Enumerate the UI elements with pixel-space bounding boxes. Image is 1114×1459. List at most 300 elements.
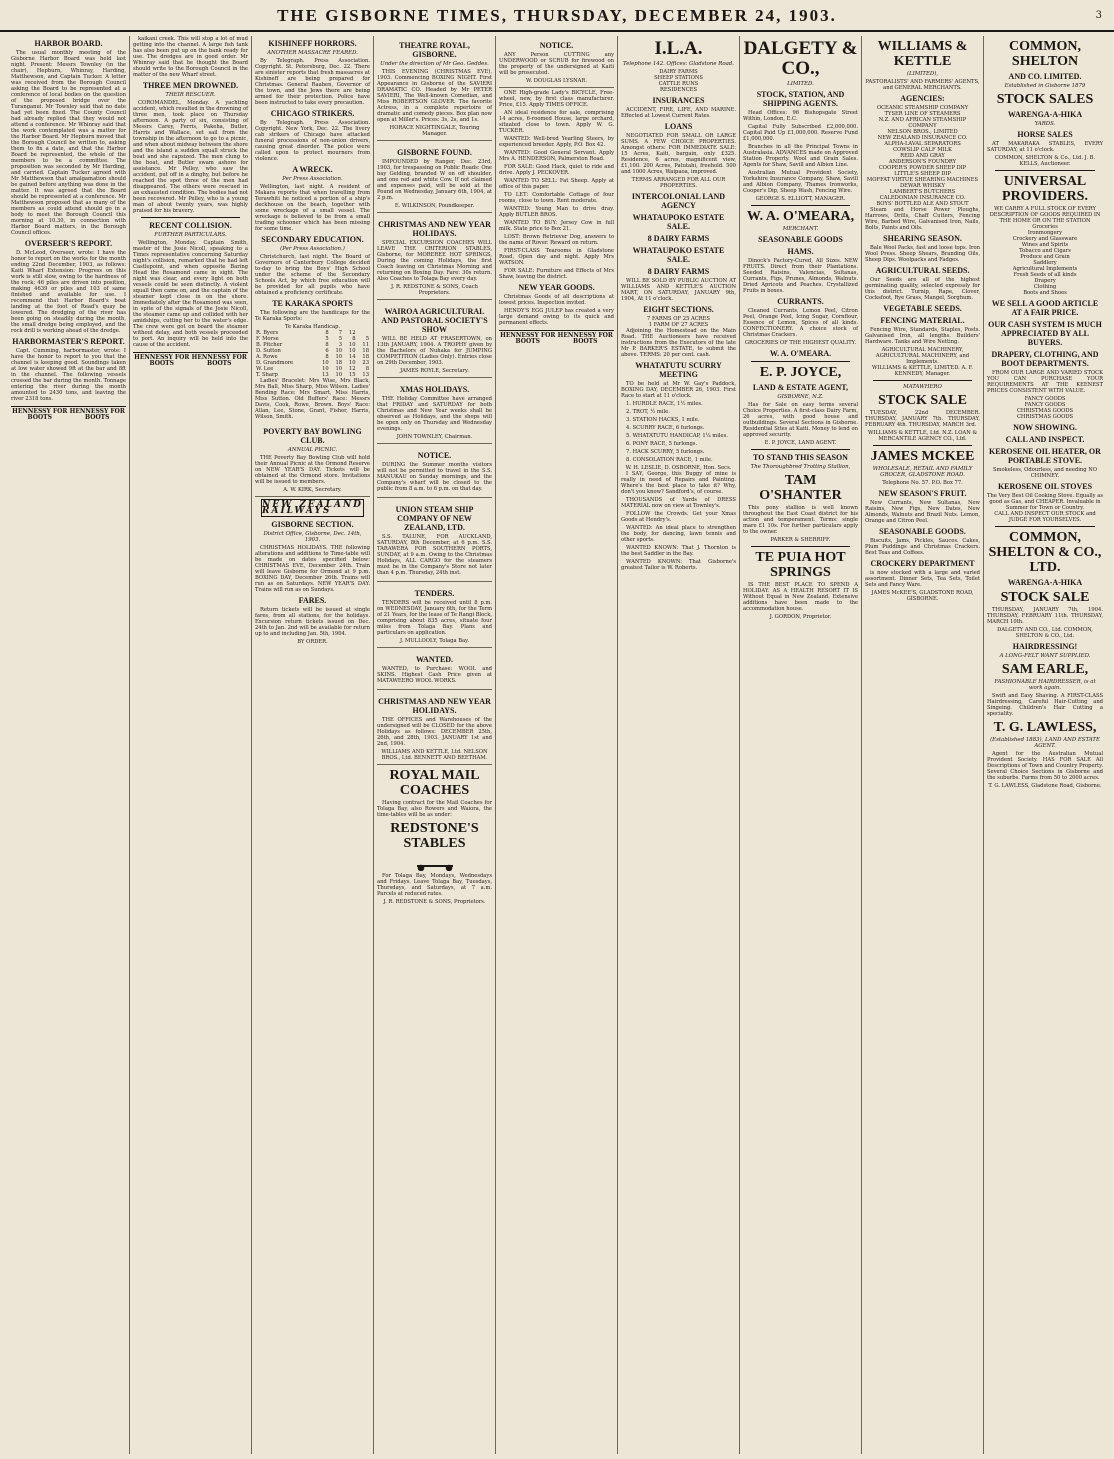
classified-item: LOST: Brown Retriever Dog, answers to the name of Rover. Reward on return. xyxy=(499,234,614,246)
race-event: 4. SCURRY RACE, 6 furlongs. xyxy=(626,425,705,431)
notice-heading: NOTICE. xyxy=(417,451,452,460)
universal-providers-heading: UNIVERSAL PROVIDERS. xyxy=(1002,174,1088,204)
ila-service-line: RESIDENCES xyxy=(659,87,698,93)
agency-item: COOPER'S POWDER SHEEP DIP xyxy=(878,165,967,171)
mckee-heading: JAMES MCKEE xyxy=(870,449,975,464)
railways-heading: GISBORNE SECTION. xyxy=(271,520,354,529)
warenga-label: WARENGA-A-HIKA xyxy=(1007,578,1083,587)
agency-list xyxy=(865,105,980,207)
bowling-club-ad xyxy=(255,422,370,497)
handicap-value: 11 xyxy=(362,342,369,348)
ila-heading: I.L.A. xyxy=(654,38,703,59)
bowling-subheading: ANNUAL PICNIC. xyxy=(287,447,338,453)
goods-list xyxy=(987,224,1103,296)
race-event: 6. PONY RACE, 5 furlongs. xyxy=(626,441,698,447)
railways-subheading: District Office, Gisborne, Dec. 14th, 1903. xyxy=(263,531,362,543)
handicap-value: 12 xyxy=(348,330,356,336)
theatre-signature: HORACE NIGHTINGALE, Touring Manager. xyxy=(389,125,480,137)
egg-julep-text: HENDY'S EGG JULEP has created a very large demand owing to its quick and permanent effects. xyxy=(499,308,614,326)
joyce-town: GISBORNE, N.Z. xyxy=(777,394,824,400)
earle-heading: SAM EARLE, xyxy=(1001,662,1089,677)
collision-article: Wellington, Monday. Captain Smith, master of the Josie Nicoll, speaking to a Times representative concerning Saturday night's collision, remarked that he had left Castlepoint, and when opposite Baring Head the Rosamond came in sight. The night was clear, and every light on both vessels could be seen distinctly. A violent squall then came on, and the captain of the steamer kept close in on the shore. Immediately after the Rosamond was seen, in spite of the signals of the Josie Nicoll, the steamer came up and collided with her amidships, cutting her to the water's edge. The crew were got on board the steamer without delay, and both vessels proceeded to port. An inquiry will be held into the cause of the accident. xyxy=(133,240,248,348)
fencing-text: Fencing Wire, Standards, Staples, Posts. Galvanised Iron, all lengths. Builders' Hardware. Tanks and Wire Netting. xyxy=(865,327,980,345)
judge-line: CALL AND INSPECT OUR STOCK and JUDGE FOR YOURSELVES. xyxy=(994,511,1096,523)
divider xyxy=(873,380,972,381)
wanted-ad-2: WANTED: An ideal place to strengthen the body, for dancing, lawn tennis and other sports. xyxy=(621,525,736,543)
cash-system-line: OUR CASH SYSTEM IS MUCH APPRECIATED BY ALL BUYERS. xyxy=(988,320,1102,347)
agency-item: BOYS' BOTTLED ALE AND STOUT xyxy=(876,201,969,207)
education-heading: SECONDARY EDUCATION. xyxy=(261,235,364,244)
goods-item: Groceries xyxy=(1032,224,1058,230)
common-shelton-2-heading: COMMON, SHELTON & CO., LTD. xyxy=(988,530,1102,575)
handicap-value: 5 xyxy=(325,336,329,342)
divider xyxy=(751,449,850,450)
dalgety-signature: GEORGE S. ELLIOTT, MANAGER. xyxy=(755,196,846,202)
hennessy-ad-left: HENNESSY FOR BOOTS xyxy=(12,408,68,421)
handicap-value: 5 xyxy=(338,336,343,342)
stallion-heading: TO STAND THIS SEASON xyxy=(753,453,848,462)
common-shelton-heading: COMMON, SHELTON xyxy=(1009,39,1081,69)
goods-item: Tobacco and Cigars xyxy=(1019,248,1071,254)
union-heading: UNION STEAM SHIP COMPANY OF NEW ZEALAND, LTD. xyxy=(395,505,474,532)
handicap-value: 10 xyxy=(322,366,329,372)
handicap-value: 8 xyxy=(352,336,356,342)
coach-illustration xyxy=(411,853,459,871)
column-3 xyxy=(252,36,374,1454)
sports-heading: TE KARAKA SPORTS xyxy=(272,299,353,308)
agency-item: NELSON BROS., LIMITED xyxy=(887,129,958,135)
sports-intro: The following are the handicaps for the Te Karaka Sports: xyxy=(255,310,370,322)
universal-text: WE CARRY A FULL STOCK OF EVERY DESCRIPTION OF GOODS REQUIRED IN THE HOME OR ON THE STATION xyxy=(989,206,1101,224)
wairoa-text: WILL BE HELD AT FRASERTOWN, on 13th JANUARY, 1904. A TROPHY given by the Bachelors of Nuhaka for JUMPING COMPETITION (Ladies Only). Entries close on 29th December, 1903. xyxy=(377,336,492,366)
goods-item: Clothing xyxy=(1033,284,1057,290)
theatre-subheading: Under the direction of Mr Geo. Geddes. xyxy=(380,61,489,67)
wanted-text: WANTED, to Purchase: WOOL and SKINS. Highest Cash Price given at MATAWEERO WOOL WORKS. xyxy=(377,666,492,684)
agency-item: CALEDONIAN INSURANCE CO. xyxy=(879,195,966,201)
newspaper-title: THE GISBORNE TIMES, THURSDAY, DECEMBER 24, 1903. xyxy=(277,6,837,25)
fancy-goods-item: FANCY GOODS xyxy=(1024,402,1066,408)
union-text: S.S. TALUNE, FOR AUCKLAND, SATURDAY, 8th December, at 6 p.m. S.S. TARAWERA FOR SOUTHERN PORTS, SUNDAY, at 9 a.m. Owing to the Christmas Holidays, ALL CARGO for the steamers must be in the Company's Store not later than 4 p.m. Thursday, 24th inst. xyxy=(377,534,492,576)
estate-more-text: Adjoining the Homestead on the Main Road. THE Auctioneers have received instructions from the Executors of the late Mr P. BARKER'S ESTATE, to submit the above. TERMS: 20 per cent. cash. xyxy=(621,328,736,358)
ila-service-line: SHEEP STATIONS xyxy=(654,75,703,81)
divider xyxy=(995,526,1095,527)
earle-text: Swift and Easy Shaving. A FIRST-CLASS Hairdressing, Careful Hair-Cutting and Singeing. Children's Hair Cutting a speciality. xyxy=(987,693,1103,717)
handicap-value: 10 xyxy=(322,360,329,366)
handicap-table xyxy=(255,330,370,378)
office-heading: CHRISTMAS AND NEW YEAR HOLIDAYS. xyxy=(378,697,491,715)
excursion-heading: CHRISTMAS AND NEW YEAR HOLIDAYS. xyxy=(378,220,491,238)
office-closing-ad xyxy=(377,692,492,765)
scrub-notice-heading: NOTICE. xyxy=(539,41,574,50)
joyce-subheading: LAND & ESTATE AGENT, xyxy=(752,383,849,392)
drowned-article: COROMANDEL, Monday. A yachting accident, which resulted in the drowning of three men, took place on Thursday afternoon. A party of six, consisting of Messrs Carey, Ferris, Pakeha, Butler, Harris and Wallace, set sail from the township in the afternoon to go to a picnic, and when about midway between the shore and the island a sudden squall struck the boat and she capsized. The men clung to the boat, and Butler swam ashore for assistance. Mr Pelley, who saw the accident, put off in a dinghy, but before he reached the spot three of the men had disappeared. The others were rescued in an exhausted condition. The bodies had not been recovered. Mr Pelley, who is a young man of about twenty years, was highly praised for his bravery. xyxy=(133,100,248,214)
lawless-text: Agent for the Australian Mutual Provident Society. HAS FOR SALE All Descriptions of Town and Country Property. Several Choice Sections in Gisborne and the suburbs. Farms from 50 to 2000 acres. xyxy=(987,751,1103,781)
drowned-subheading: THEIR RESCUER. xyxy=(165,92,216,98)
hams-heading: HAMS. xyxy=(787,247,814,256)
seeds-text: Our Seeds are all of the highest germinating quality, selected expressly for this district. Turnip, Rape, Clover, Cocksfoot, Rye Grass, Mangel, Sorghum. xyxy=(865,277,980,301)
tenders-signature: J. MULLOOLY, Tolaga Bay. xyxy=(399,638,469,644)
hennessy-footer xyxy=(11,406,126,421)
insurance-text: ACCIDENT, FIRE, LIFE, AND MARINE. Effected at Lowest Current Rates. xyxy=(621,107,736,119)
goods-item: Produce and Grain xyxy=(1020,254,1070,260)
race-title: Te Karaka Handicap. xyxy=(284,324,341,330)
competitor-name: R. Byers xyxy=(256,330,279,336)
bowling-heading: POVERTY BAY BOWLING CLUB. xyxy=(263,427,362,445)
handicap-value: 8 xyxy=(365,366,369,372)
omeara-heading: W. A. O'MEARA, xyxy=(746,209,855,224)
harbormaster-report-article: Capt. Cumming, harbormaster, wrote: I have the honor to report to you that the channel is keeping good. Soundings taken at low water showed 9ft at the bar and 8ft in the channel. The following vessels crossed the bar during the month. Tonnage entering the river during the month amounted to 2430 tons, and leaving the river 2318 tons. xyxy=(11,348,126,402)
harbormaster-report-heading: HARBORMASTER'S REPORT. xyxy=(12,337,125,346)
column-2 xyxy=(130,36,252,1454)
lawless-signature: T. G. LAWLESS, Gladstone Road, Gisborne. xyxy=(988,783,1102,789)
dalgety-services: STOCK, STATION, AND SHIPPING AGENTS. xyxy=(756,90,845,108)
wairoa-heading: WAIROA AGRICULTURAL AND PASTORAL SOCIETY'S SHOW xyxy=(381,307,488,334)
classified-item: WANTED: Young Man to drive dray. Apply BUTLER BROS. xyxy=(499,206,614,218)
agency-item: MOFFAT VIRTUE SHEARING MACHINES xyxy=(866,177,979,183)
excursion-signature: J. R. REDSTONE & SONS, Coach Proprietors. xyxy=(391,284,478,296)
competitor-name: A. Rowe xyxy=(256,354,278,360)
xmas-text: THE Holiday Committee have arranged that FRIDAY and SATURDAY for both Christmas and New Year weeks shall be observed as Holidays, and the shops will be open only on Thursday and Wednesday evenings. xyxy=(377,396,492,432)
masthead xyxy=(0,0,1114,32)
estate-text: WILL BE SOLD BY PUBLIC AUCTION AT WILLIAMS AND KETTLE'S AUCTION MART, ON SATURDAY, JANUARY 9th, 1904, At 11 o'clock. xyxy=(621,278,736,302)
common-shelton-signature: COMMON, SHELTON & Co., Ltd. J. B. KELLS, Auctioneer. xyxy=(994,155,1096,167)
hairdressing-heading: HAIRDRESSING! xyxy=(1012,642,1078,651)
stock-sale-2-signature: DALGETY AND CO., Ltd. COMMON, SHELTON & CO., Ltd. xyxy=(997,627,1093,639)
ila-list xyxy=(621,69,736,93)
kishineff-subheading: ANOTHER MASSACRE FEARED. xyxy=(267,50,358,56)
divider xyxy=(751,546,850,547)
handicap-value: 13 xyxy=(322,372,329,378)
handicap-value: 10 xyxy=(348,360,356,366)
railways-logo: NEW ZEALAND RAILWAYS xyxy=(262,500,363,516)
goods-item: Boots and Shoes xyxy=(1023,290,1067,296)
education-subheading: (Per Press Association.) xyxy=(280,246,345,252)
insurance-heading: INSURANCES xyxy=(652,96,705,105)
collision-subheading: FURTHER PARTICULARS. xyxy=(154,232,227,238)
loans-heading: LOANS xyxy=(664,122,693,131)
williams-kettle-signature: WILLIAMS & KETTLE, LIMITED. A. F. KENNEDY, Manager. xyxy=(872,365,973,377)
railways-text: CHRISTMAS HOLIDAYS. THE following alterations and additions to Time-table will be made on dates specified below: CHRISTMAS EVE, December 24th. Train will leave Gisborne for Ormond at 9 p.m. BOXING DAY, December 26th. Trains will run as on Saturdays. NEW YEAR'S DAY. Trains will run as on Sundays. xyxy=(255,545,370,593)
xmas-holidays-notice xyxy=(377,380,492,444)
divider xyxy=(141,217,240,218)
currants-heading: CURRANTS. xyxy=(777,297,824,306)
crockery-text: is now stocked with a large and varied assortment. Dinner Sets, Tea Sets, Toilet Sets and Fancy Ware. xyxy=(865,570,980,588)
competitor-name: T. Sharp xyxy=(256,372,278,378)
office-text: THE OFFICES and Warehouses of the undersigned will be CLOSED for the above Holidays as follows: DECEMBER 25th, 26th, and 28th, 1903. JANUARY 1st and 2nd, 1904. xyxy=(377,717,492,747)
stock-sale-2-heading: STOCK SALE xyxy=(1000,590,1090,605)
established-line: Established in Gisborne 1879 xyxy=(1004,83,1086,89)
omeara-signature: W. A. O'MEARA. xyxy=(769,349,832,358)
tenders-heading: TENDERS. xyxy=(414,589,455,598)
goods-item: Drapery xyxy=(1034,278,1056,284)
fares-text: Return tickets will be issued at single fares, from all stations, for the holidays. Excursion return tickets issued on Dec. 24th to Jan. 2nd will be available for return up to and including Jan. 5th, 1904. xyxy=(255,607,370,637)
farm-line: 7 FARMS OF 25 ACRES xyxy=(647,316,710,322)
pound-text: IMPOUNDED by Ranger, Dec. 23rd, 1903, for trespassing on Public Roads: One bay Gelding, branded W on off shoulder, and one red and white Cow. If not claimed and expenses paid, will be sold at the Pound on Wednesday, January 6th, 1904, at 2 p.m. xyxy=(377,159,492,201)
kerosene-heading: KEROSENE OIL HEATER, OR PORTABLE STOVE. xyxy=(989,447,1101,465)
classified-item: WANTED: Good General Servant. Apply Mrs A. HENDERSON, Palmerston Road. xyxy=(499,150,614,162)
fruit-heading: NEW SEASON'S FRUIT. xyxy=(878,489,967,498)
goods-item: Fresh Seeds of all kinds xyxy=(1013,272,1077,278)
handicap-value: 3 xyxy=(338,342,343,348)
omeara-subheading: MERCHANT. xyxy=(782,226,819,232)
classified-item: FOR SALE: Good Hack, quiet to ride and drive. Apply J. PECKOVER. xyxy=(499,164,614,176)
competitor-name: B. Pitcher xyxy=(256,342,283,348)
fencing-heading: FENCING MATERIAL. xyxy=(880,316,965,325)
vegetable-seeds-heading: VEGETABLE SEEDS. xyxy=(883,304,962,313)
agency-item: OCEANIC STEAMSHIP COMPANY xyxy=(876,105,969,111)
handicap-value: 8 xyxy=(325,354,329,360)
lawless-sub: (Established 1883), LAND AND ESTATE AGENT. xyxy=(990,737,1100,749)
pound-notice xyxy=(377,143,492,213)
horse-text: This pony stallion is well known throughout the East Coast district for his action and temperament. Terms: single mare £1 10s. For further particulars apply to the owner. xyxy=(743,505,858,535)
stoves-heading: KEROSENE OIL STOVES xyxy=(997,482,1093,491)
divider xyxy=(751,361,850,362)
agency-item: NEW ZEALAND INSURANCE CO. xyxy=(877,135,968,141)
xmas-heading: XMAS HOLIDAYS. xyxy=(399,385,470,394)
dalgety-text: Branches in all the Principal Towns in Australasia. ADVANCES made on Approved Station Property. Wool and Grain Sales. Agents for Shaw, Savill and Albion Line. xyxy=(743,144,858,168)
handicap-value: 12 xyxy=(348,366,356,372)
handicap-value: 10 xyxy=(348,342,356,348)
handicap-value: 13 xyxy=(362,372,369,378)
scrub-notice-text: ANY Person CUTTING any UNDERWOOD or SCRUB for firewood on the property of the undersigned at Kaiti will be prosecuted. xyxy=(499,52,614,76)
groceries-line: GROCERIES OF THE HIGHEST QUALITY. xyxy=(744,340,857,346)
fancy-goods-item: CHRISTMAS GOODS xyxy=(1016,414,1074,420)
classified-item: FOR SALE: Furniture and Effects of Mrs Shaw, leaving the district. xyxy=(499,268,614,280)
pound-signature: E. WILKINSON, Poundkeeper. xyxy=(394,203,475,209)
wanted-heading: WANTED. xyxy=(415,655,454,664)
competitor-name: D. Grandmore xyxy=(256,360,294,366)
wanted-ad-3: WANTED KNOWN: That J. Thornton is the best Saddler in the Bay. xyxy=(621,545,736,557)
race-event: 2. TROT, ½ mile. xyxy=(626,409,670,415)
common-shelton-sub: AND CO. LIMITED. xyxy=(1008,72,1082,81)
divider xyxy=(995,170,1095,171)
stables-text: For Tolaga Bay, Mondays, Wednesdays and Fridays. Leave Tolaga Bay, Tuesdays, Thursdays, and Saturdays, at 7 a.m. Parcels at reduced rates. xyxy=(377,873,492,897)
excursion-text: SPECIAL EXCURSION COACHES WILL LEAVE THE CRITERION STABLES, Gisborne, for MOREREE HOT SPRINGS, During the coming Holidays, the first Coach leaving on Christmas Morning and returning on Boxing Day. Fare: 30s return. Also Coaches to Tolaga Bay every day. xyxy=(377,240,492,282)
handicap-value: 15 xyxy=(348,372,356,378)
competitor-name: D. Sutton xyxy=(256,348,281,354)
agency-name: INTERCOLONIAL LAND AGENCY xyxy=(631,192,726,210)
handicap-value: 10 xyxy=(348,348,356,354)
harbor-board-continued: kaikani creek. This will stop a lot of mud getting into the channel. A large fish tank has also been put up on the bank ready for use. The dredges are in good order. Mr Whinray said that he thought the Board should write to the Borough Council in the matter of the new Wharf street. xyxy=(133,36,248,78)
seeds-heading: AGRICULTURAL SEEDS. xyxy=(875,266,970,275)
drapery-text: FROM OUR LARGE AND VARIED STOCK YOU CAN PURCHASE YOUR REQUIREMENTS AT THE KEENEST PRICES CONSISTENT WITH VALUE. xyxy=(987,370,1103,394)
estate-heading-2: WHATAUPOKO ESTATE SALE. xyxy=(632,246,725,264)
wreck-article: Wellington, last night. A resident of Makara reports that when travelling from Terawhiti he noticed a portion of a ship's deckhouse on the beach, together with some wreckage of a small vessel. The wreckage is believed to be from a small trading schooner which has been missing for some time. xyxy=(255,184,370,232)
excursion-coaches-ad xyxy=(377,215,492,300)
handicap-value: 10 xyxy=(335,348,343,354)
farm-list xyxy=(621,316,736,328)
handicap-value: 10 xyxy=(335,366,343,372)
handicap-value: 7 xyxy=(338,330,343,336)
handicap-value: 10 xyxy=(335,354,343,360)
wanted-wool-ad xyxy=(377,650,492,690)
hennessy-ad-right: HENNESSY FOR BOOTS xyxy=(191,354,247,367)
springs-heading: TE PUIA HOT SPRINGS xyxy=(755,550,846,580)
union-steam-ad xyxy=(377,500,492,582)
xmas-signature: JOHN TOWNLEY, Chairman. xyxy=(396,434,473,440)
williams-kettle-heading: WILLIAMS & KETTLE xyxy=(877,39,968,69)
hennessy-ad-right: HENNESSY FOR BOOTS xyxy=(69,408,125,421)
column-4 xyxy=(374,36,496,1454)
competitor-name: F. Morse xyxy=(256,336,279,342)
agency-item: REID AND GRAY xyxy=(900,153,945,159)
bowling-signature: A. W. KIRK, Secretary. xyxy=(283,487,342,493)
column-1 xyxy=(8,36,130,1454)
strikers-article: By Telegraph. Press Association. Copyright. New York, Dec. 22. The livery cab strikers of Chicago have attacked funeral processions of non-union drivers, causing great disorder. The police were called upon to protect mourners from violence. xyxy=(255,120,370,162)
matawhero-label: MATAWHERO xyxy=(903,384,942,390)
agency-item: N.Z. AND AFRICAN STEAMSHIP COMPANY xyxy=(878,117,967,129)
dalgety-heading: DALGETY & CO., xyxy=(743,38,858,79)
theatre-heading: THEATRE ROYAL, GISBORNE. xyxy=(399,41,470,59)
crowds-ad: FOLLOW the Crowds. Get your Xmas Goods at Hendry's. xyxy=(621,511,736,523)
mckee-telephone: Telephone No. 57. P.O. Box 77. xyxy=(882,480,963,486)
horse-sales-heading: HORSE SALES xyxy=(1017,130,1073,139)
wanted-ad-4: WANTED KNOWN: That Gisborne's greatest Tailor is W. Roberts. xyxy=(621,559,736,571)
mckee-subheading: WHOLESALE, RETAIL AND FAMILY GROCER, GLADSTONE ROAD. xyxy=(872,466,973,478)
seasonable-heading: SEASONABLE GOODS. xyxy=(879,527,966,536)
mail-coaches-text: Having contract for the Mail Coaches for Tolaga Bay, also Rowers and Waiora, the time-tables will be as under: xyxy=(377,800,492,818)
stables-heading: REDSTONE'S STABLES xyxy=(390,821,479,851)
hennessy-ad-left: HENNESSY FOR BOOTS xyxy=(134,354,190,367)
race-event: 5. WHATATUTU HANDICAP, 1¼ miles. xyxy=(626,433,728,439)
joyce-heading: E. P. JOYCE, xyxy=(759,365,842,380)
stables-signature: J. R. REDSTONE & SONS, Proprietors. xyxy=(383,899,486,905)
crockery-heading: CROCKERY DEPARTMENT xyxy=(870,559,975,568)
earle-sub: FASHIONABLE HAIRDRESSER, is at work again. xyxy=(994,679,1096,691)
hennessy-footer xyxy=(499,330,614,345)
dress-material-ad: THOUSANDS of Yards of DRESS MATERIAL now on view at Townley's. xyxy=(621,497,736,509)
collision-heading: RECENT COLLISION. xyxy=(149,221,232,230)
fancy-goods-item: CHRISTMAS GOODS xyxy=(1016,408,1074,414)
agency-item: DEWAR WHISKY xyxy=(900,183,945,189)
goods-item: Crockery and Glassware xyxy=(1012,236,1078,242)
classified-item: ONE High-grade Lady's BICYCLE, Free-wheel, new, by first class manufacturer. Price, £15. Apply TIMES OFFICE. xyxy=(499,90,614,108)
wairoa-show-ad xyxy=(377,302,492,378)
divider xyxy=(873,445,972,446)
race-event: 8. CONSOLATION RACE, 1 mile. xyxy=(626,457,713,463)
scrub-notice xyxy=(499,36,614,88)
race-event: 1. HURDLE RACE, 1½ miles. xyxy=(626,401,703,407)
dairy-farms-1: 8 DAIRY FARMS xyxy=(647,234,710,243)
wairoa-signature: JAMES ROYLE, Secretary. xyxy=(400,368,469,374)
now-showing: NOW SHOWING. xyxy=(1013,423,1077,432)
estate-heading-1: WHATAUPOKO ESTATE SALE. xyxy=(632,213,725,231)
handicap-value: 5 xyxy=(365,336,369,342)
newspaper-page xyxy=(8,36,1108,1454)
stock-sales-heading: STOCK SALES xyxy=(996,92,1094,107)
stallion-subheading: The Thoroughbred Trotting Stallion, xyxy=(750,464,851,470)
dalgety-capital: Capital Fully Subscribed £2,000,000. Capital Paid Up £1,000,000. Reserve Fund £1,000,000. xyxy=(743,124,858,142)
notice-text: DURING the Summer months visitors will not be permitted to travel in the S.S. MANUKAU on Sunday mornings, and the Company's wharf will be closed to the public from 8 a.m. to 6 p.m. on that day. xyxy=(377,462,492,492)
joyce-signature: E. P. JOYCE, LAND AGENT. xyxy=(764,440,837,446)
tenders-ad xyxy=(377,584,492,648)
springs-text: IS THE BEST PLACE TO SPEND A HOLIDAY. AS A HEALTH RESORT IT IS Without Equal in New Zealand. Extensive additions have been made to the accommodation house. xyxy=(743,582,858,612)
goods-item: Agricultural Implements xyxy=(1012,266,1078,272)
column-6 xyxy=(618,36,740,1454)
theatre-text: THIS EVENING (CHRISTMAS EVE), 1903. Commencing BOXING NIGHT. First Appearance in Gisborne of the SAVIERI DRAMATIC CO. Headed by Mr PETER SAVIERI, The Well-known Comedian, and Miss ROBERTSON GLOVER. The favorite Actress, in a complete repertoire of dramatic and comedy pieces. Box plan now open at Miller's. Prices: 3s, 2s, and 1s. xyxy=(377,69,492,123)
tenders-text: TENDERS will be received until 8 p.m. on WEDNESDAY, January 6th, for the Term of 21 Years, for the lease of Te Rangi Block, comprising about 835 acres, situate four miles from Tolaga Bay. Plans and particulars on application. xyxy=(377,600,492,636)
column-7 xyxy=(740,36,862,1454)
classified-list xyxy=(499,90,614,280)
scrub-notice-signature: W. DOUGLAS LYSNAR. xyxy=(526,78,587,84)
dalgety-agencies: Australian Mutual Provident Society, Yorkshire Insurance Company, Shaw, Savill and Albion Company, Thames Ironworks, Cooper's Dip, Sheep Wash, Fencing Wire. xyxy=(743,170,858,194)
buggy-ad: I SAY, George, this Buggy of mine is really in need of Repairs and Painting. Where's the best place to take it? Why, don't you know? Sandford's, of course. xyxy=(621,471,736,495)
pound-heading: GISBORNE FOUND. xyxy=(397,148,472,157)
loans-text: NEGOTIATED FOR SMALL OR LARGE SUMS. A FEW CHOICE PROPERTIES. Amongst others: FOR IMMEDIATE SALE: 15 Acres, Kaiti, bargain, only £325. Residence, 6 acres, magnificent view, £1,100. 200 Acres, Patutahi, freehold. 500 and 1000 Acres, Waipaoa, improved. xyxy=(621,133,736,175)
mckee-signature: JAMES McKEE'S, GLADSTONE ROAD, GISBORNE. xyxy=(871,590,974,602)
railways-signature: BY ORDER. xyxy=(297,639,328,645)
horse-name: TAM O'SHANTER xyxy=(759,473,842,503)
dairy-farms-2: 8 DAIRY FARMS xyxy=(647,267,710,276)
stock-sale-2-text: THURSDAY, JANUARY 7th, 1904. THURSDAY, FEBRUARY 11th. THURSDAY, MARCH 10th. xyxy=(987,607,1103,625)
ila-service-line: CATTLE RUNS xyxy=(658,81,699,87)
ila-service-line: DAIRY FARMS xyxy=(659,69,698,75)
bowling-text: THE Poverty Bay Bowling Club will hold their Annual Picnic at the Ormond Reserve on NEW YEAR'S DAY. Tickets will be obtained at the Ormond store. Invitations will be issued to members. xyxy=(255,455,370,485)
springs-signature: J. GORDON, Proprietor. xyxy=(769,614,832,620)
handicap-value: 8 xyxy=(325,330,329,336)
harbor-board-heading: HARBOR BOARD. xyxy=(34,39,103,48)
new-year-goods-heading: NEW YEAR GOODS. xyxy=(518,283,595,292)
horse-signature: PARKER & SHERRIFF. xyxy=(770,537,831,543)
handicap-value: 14 xyxy=(348,354,356,360)
agency-item: LAMBERT'S BUTCHERS xyxy=(889,189,956,195)
classified-item: WANTED TO SELL: Fat Sheep. Apply at office of this paper. xyxy=(499,178,614,190)
seasonable-goods-heading: SEASONABLE GOODS xyxy=(758,235,843,244)
implements-line: AGRICULTURAL MACHINERY, AGRICULTURAL MACHINERY, and Implements. xyxy=(875,347,970,365)
harbor-board-article: The usual monthly meeting of the Gisborne Harbor Board was held last night. Present: Messrs Townley (in the chair), Hepburn, Whinray, Harding, Matthewson, and Captain Tucker. A letter was received from the Borough Council asking the Board to be represented at a conference of local bodies on the question of the proposed bridge over the Turanganui. Mr Townley said that no date had yet been fixed. The County Council had already replied that they would not attend a conference. Mr Whinray said that the work contemplated was a matter for the Harbor Board. Mr Hepburn moved that the Borough Council be written to, asking them to fix a date, and that the Harbor Board be represented, the whole of the members to be a committee. The proposition was seconded by Mr Harding, and carried. Captain Tucker agreed with Mr Matthewson that amalgamation should be gained before anything was done in the matter. It was agreed that the Board should be represented at a conference. Mr Matthewson proposed that as many of the members as could attend should go in a body to meet the Borough Council this morning at 10.30, in connection with Harbor Board matters, in the Borough Council offices. xyxy=(11,50,126,236)
seasonable-text: Biscuits, Jams, Pickles, Sauces. Cakes, Plum Puddings and Christmas Crackers. Best Teas and Coffees. xyxy=(865,538,980,556)
handicap-value: 10 xyxy=(335,372,343,378)
farm-line: 1 FARM OF 27 ACRES xyxy=(648,322,709,328)
handicap-value: 8 xyxy=(325,342,329,348)
call-inspect: CALL AND INSPECT. xyxy=(1005,435,1085,444)
handicap-value: 18 xyxy=(335,360,343,366)
stock-sale-text: TUESDAY, 22nd DECEMBER. THURSDAY, JANUARY 7th. THURSDAY, FEBRUARY 4th. THURSDAY, MARCH 3rd. xyxy=(865,410,980,428)
overseer-report-article: D. McLeod, Overseer, wrote: I have the honor to report on the works for the month ending 22nd December, 1903, as follows: Kaiti Wharf Extension: Progress on this work is still slow, owing to the hardness of the rock; 46 piles are driven into position, making 4639 or piles and 103 of same finished and available for use. I recommend that Harbor Board's boat landing at the foot of Read's quay be lowered. The dredging of the river has been going on steadily during the month, the small dredge being employed, and the rock drill is working ahead of the dredge. xyxy=(11,250,126,334)
shearing-text: Bale Wool Packs, fast and loose tops. Iron Wool Press. Sheep Shears, Branding Oils, Sheep Dips. Woolpacks and Fadges. xyxy=(865,245,980,263)
drapery-heading: DRAPERY, CLOTHING, AND BOOT DEPARTMENTS. xyxy=(991,350,1099,368)
dalgety-limited: LIMITED. xyxy=(787,81,814,87)
mail-coaches-heading: ROYAL MAIL COACHES xyxy=(389,768,480,798)
hennessy-ad-left: HENNESSY FOR BOOTS xyxy=(500,332,556,345)
ila-contacts: Telephone 142. Offices: Gladstone Road. xyxy=(623,61,734,67)
williams-kettle-limited: (LIMITED), xyxy=(906,71,939,77)
williams-kettle-text: Steam and Horse Power Ploughs, Harrows, Drills, Chaff Cutters, Fencing Wire, Barbed Wire, Galvanised Iron, Nails, Bolts, Paints and Oils. xyxy=(865,207,980,231)
scurry-text: TO be held at Mr W. Gay's Paddock, BOXING DAY, DECEMBER 26, 1903. First Race to start at 11 o'clock. xyxy=(621,381,736,399)
education-article: Christchurch, last night. The Board of Governors of Canterbury College decided to-day to bring the Boys' High School under the scheme of the Secondary Schools Act, by which free education will be provided for all pupils who have obtained a proficiency certificate. xyxy=(255,254,370,296)
fair-price-line: WE SELL A GOOD ARTICLE AT A FAIR PRICE. xyxy=(991,299,1099,317)
stock-place-sub: YARDS. xyxy=(1034,121,1056,127)
competitor-name: W. Lee xyxy=(256,366,274,372)
omeara-text: Dinock's Factory-Cured, All Sizes. NEW FRUITS. Direct from their Plantations. Seeded Raisins, Valencias, Sultanas, Currants, Figs, Prunes, Almonds, Walnuts. Dried Apricots and Peaches. Crystallized Fruits in boxes. xyxy=(743,258,858,294)
stoves-text: The Very Best Oil Cooking Stove. Equally as good as Gas, and CHEAPER. Invaluable in Summer for Town or Country. xyxy=(987,493,1103,511)
handicap-value: 6 xyxy=(325,348,329,354)
fancy-goods-item: FANCY GOODS xyxy=(1024,396,1066,402)
scurry-heading: WHATATUTU SCURRY MEETING xyxy=(635,361,722,379)
omeara-text-2: Cleaned Currants, Lemon Peel, Citron Peel, Orange Peel, Icing Sugar, Cornflour, Essence of Lemon, Spices of all kinds. CONFECTIONERY. A choice stock of Christmas Crackers. xyxy=(743,308,858,338)
classified-item: FIRST-CLASS Tearooms in Gladstone Road, Open day and night. Apply Mrs WATSON. xyxy=(499,248,614,266)
stock-place: WARENGA-A-HIKA xyxy=(1007,110,1083,119)
office-signature: WILLIAMS AND KETTLE, Ltd. NELSON BROS., Ltd. BENNETT AND BEETHAM. xyxy=(381,749,488,761)
dalgety-head-office: Head Offices: 96 Bishopsgate Street Within, London, E.C. xyxy=(743,110,858,122)
column-9 xyxy=(984,36,1106,1454)
handicap-value: 18 xyxy=(362,348,369,354)
classified-item: TO LET: Comfortable Cottage of four rooms, close to town. Rent moderate. xyxy=(499,192,614,204)
stock-sale-heading: STOCK SALE xyxy=(878,393,967,408)
manukau-notice xyxy=(377,446,492,498)
horse-sales-text: AT MAKARAKA STABLES, EVERY SATURDAY, at 11 o'clock. xyxy=(987,141,1103,153)
kishineff-article: By Telegraph. Press Association. Copyright. St. Petersburg, Dec. 22. There are sinister reports that fresh massacres at Kishineff are being prepared for Christmas. General Raaben, Governor of the town, and the Jews there are being armed for their protection. Police have been instructed to take every precaution. xyxy=(255,58,370,106)
